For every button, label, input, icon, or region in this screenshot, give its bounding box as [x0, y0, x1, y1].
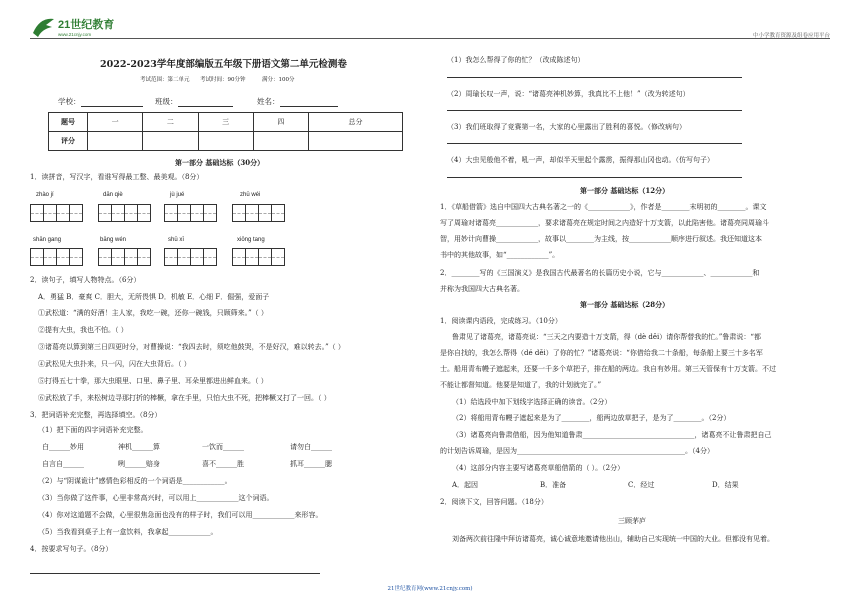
answer-line[interactable] [447, 143, 742, 144]
score-row-label: 评分 [49, 132, 88, 151]
passage-title: 三顾茅庐 [618, 517, 646, 525]
exam-full-score: 满分：100分 [262, 77, 295, 83]
idiom-blank: 白______妙用 [42, 443, 84, 451]
question-2-item: ⑥武松放了手，来松树边寻那打折的棒橛，拿在手里，只怕大虫不死，把棒橛又打了一回。（ ） [38, 394, 331, 402]
section-heading: 第一部分 基础达标（12分） [580, 186, 670, 195]
rewrite-item: （2）周瑜长叹一声，说：“诸葛亮神机妙算，我真比不上他！”（改为转述句） [447, 90, 690, 98]
writing-grid[interactable] [164, 248, 217, 266]
question-3: 3．把词语补充完整，再选择填空。（8分） [30, 411, 162, 419]
option-a[interactable]: A．起因 [452, 481, 479, 489]
rewrite-item: （3）我们班取得了竞赛第一名，大家的心里露出了胜利的喜悦。（修改病句） [447, 123, 686, 131]
question-2-item: ①武松道：“满的好酒！主人家，我吃一碗，还你一碗钱，只顾筛来。”（ ） [38, 309, 268, 317]
reading-question: （3）诸葛亮向鲁肃借船，因为他知道鲁肃________________________________，诸葛亮不让鲁肃把自己 [452, 431, 772, 439]
score-header-cell: 题号 [49, 113, 88, 132]
answer-line[interactable] [30, 573, 320, 574]
score-table [48, 112, 403, 151]
score-header-cell: 一 [88, 113, 143, 132]
pinyin-label: xiōng tang [237, 237, 265, 243]
fill-in-line: 2．________写的《三国演义》是我国古代最著名的长篇历史小说，它与____________、____________和 [440, 269, 760, 277]
writing-grid[interactable] [98, 248, 151, 266]
reading-question: （1）给选段中加下划线字选择正确的读音。（2分） [452, 398, 612, 406]
passage-line: 鲁肃见了诸葛亮，诸葛亮说：“三天之内要造十万支箭，得（dè děi）请你帮替我的忙。”鲁肃说：“都 [452, 333, 761, 341]
rewrite-item: （1）我怎么帮得了你的忙？（改成陈述句） [447, 56, 585, 64]
passage-line: 刘备两次前往隆中拜访诸葛亮，诚心诚意地邀请他出山，辅助自己实现统一中国的大业。但都没有见着。 [452, 535, 774, 543]
option-c[interactable]: C．经过 [628, 481, 655, 489]
writing-grid[interactable] [164, 204, 217, 222]
logo-subtext: www.21cnjy.com [58, 32, 92, 37]
reading-question: （4）这部分内容主要写诸葛亮草船借箭的（ ）。（2分） [452, 464, 625, 472]
footer-link[interactable]: 21世纪教育网(www.21cnjy.com) [387, 586, 473, 592]
idiom-blank: 抓耳______腮 [290, 460, 332, 468]
pinyin-label: shū xī [168, 237, 185, 243]
school-field[interactable] [58, 96, 143, 107]
score-cell[interactable] [198, 132, 253, 151]
idiom-blank: 请勿白______ [290, 443, 332, 451]
answer-line[interactable] [447, 110, 742, 111]
writing-grid[interactable] [30, 204, 83, 222]
writing-grid[interactable] [232, 248, 285, 266]
score-header-cell: 总分 [309, 113, 403, 132]
fill-in-line: 并称为我国四大古典名著。 [440, 285, 524, 293]
question-2-item: ②提有大虫，我也不怕。（ ） [38, 326, 128, 334]
question-2: 2．读句子，填写人物特点。（6分） [30, 276, 141, 284]
score-header-cell: 四 [253, 113, 308, 132]
header-rule [30, 38, 830, 39]
question-2-item: ④武松见大虫扑来，只一闪，闪在大虫背后。（ ） [38, 360, 191, 368]
score-header-cell: 三 [198, 113, 253, 132]
idiom-blank: 神机______算 [118, 443, 160, 451]
writing-grid[interactable] [30, 248, 83, 266]
section-heading: 第一部分 基础达标（30分） [175, 158, 265, 167]
score-table-row [49, 132, 403, 151]
platform-name: 中小学教育资源及组卷应用平台 [752, 33, 830, 39]
passage-line: 士。船用青布幔子遮起来，还要一千多个草把子，排在船的两边。我自有妙用。第三天管保有十万支箭。不过 [440, 365, 776, 373]
passage-line: 不能让都督知道。他要是知道了，我的计划就完了。” [440, 381, 602, 389]
question-1: 1．读拼音，写汉字，看谁写得最工整、最美观。（8分） [30, 173, 204, 181]
answer-line[interactable] [447, 77, 742, 78]
exam-title: 2022-2023学年度部编版五年级下册语文第二单元检测卷 [100, 59, 347, 70]
idiom-blank: 一饮而______ [202, 443, 244, 451]
question-reading-2: 2．阅读下文，回答问题。（18分） [440, 498, 548, 506]
passage-line: 是你自找的，我怎么帮得（dé děi）了你的忙？”诸葛亮说：“你借给我二十条船，每条船上要三十多名军 [440, 349, 763, 357]
score-table-header-row [49, 113, 403, 132]
question-reading-1: 1．阅读课内语段，完成练习。（10分） [440, 317, 562, 325]
question-2-options: A．勇猛 B．豪爽 C．胆大，无所畏惧 D．机敏 E．心细 F．倔强，爱面子 [38, 293, 270, 301]
pinyin-label: dān qiè [103, 192, 123, 198]
score-cell[interactable] [88, 132, 143, 151]
option-d[interactable]: D．结果 [712, 481, 739, 489]
answer-line[interactable] [447, 177, 742, 178]
score-cell[interactable] [143, 132, 198, 151]
idiom-blank: 自言自______ [42, 460, 84, 468]
pinyin-label: jù jué [170, 192, 185, 198]
question-3-sub: （4）你对这道题不会做，心里很焦急面也没有的样子时，我们可以用____________来形容。 [38, 511, 323, 519]
logo-21cnjy [30, 13, 140, 39]
school-label: 学校： [58, 97, 81, 106]
idiom-blank: 咧______赔身 [118, 460, 160, 468]
question-3-sub: （2）与“阴谋诡计”感情色彩相反的一个词语是____________。 [38, 477, 232, 485]
name-field[interactable] [257, 96, 338, 107]
class-field[interactable] [155, 96, 233, 107]
section-heading: 第一部分 基础达标（28分） [580, 300, 670, 309]
question-4: 4．按要求写句子。（8分） [30, 545, 113, 553]
writing-grid[interactable] [98, 204, 151, 222]
rewrite-item: （4）大虫见般他不着，吼一声，却似半天里起个露雳，振得那山冈也动。（仿写句子） [447, 156, 714, 164]
writing-grid[interactable] [232, 204, 285, 222]
score-cell[interactable] [309, 132, 403, 151]
logo-text: 21世纪教育 [58, 19, 115, 31]
reading-question: （2）将船用青布幔子遮起来是为了________，船两边放草把子，是为了________。（2分） [452, 414, 731, 422]
class-label: 班级： [155, 97, 178, 106]
question-3-sub: （1）把下面的四字词语补充完整。 [38, 426, 148, 434]
pinyin-label: shān gang [33, 237, 62, 243]
pinyin-label: zhū wéi [240, 192, 261, 198]
fill-in-line: 智，用妙计向曹操____________，故事以________为主线，按____________顺序进行叙述。我还知道这本 [440, 235, 762, 243]
idiom-blank: 喜不______胜 [202, 460, 244, 468]
fill-in-line: 写了周瑜对诸葛亮____________，要求诸葛亮在规定时间之内造好十万支箭，以此陷害他。诸葛亮同周瑜斗 [440, 219, 769, 227]
exam-scope: 考试范围：第二单元 [140, 77, 190, 83]
option-b[interactable]: B．准备 [540, 481, 567, 489]
score-header-cell: 二 [143, 113, 198, 132]
question-2-item: ③诸葛亮以算到第三日四更时分，对曹操说：“我四去时，须吃他鼓哭，不是好汉，难以转去。”（ ） [38, 343, 345, 351]
score-cell[interactable] [253, 132, 308, 151]
question-2-item: ⑤打得五七十拳，那大虫眼里、口里、鼻子里、耳朵里都进出鲜血来。（ ） [38, 377, 268, 385]
pinyin-label: bāng wén [100, 237, 127, 243]
pinyin-label: zhào jí [36, 192, 54, 198]
name-label: 姓名： [257, 97, 280, 106]
reading-question: 的计划告诉周瑜，是因为________________________________________________。（4分） [440, 447, 714, 455]
fill-in-line: 1．《草船借箭》选自中国四大古典名著之一的《____________》，作者是________末明初的________。课文 [440, 203, 767, 211]
question-3-sub: （5）当我看到桌子上有一盒饮料，我拿起____________。 [38, 528, 218, 536]
exam-time: 考试时间：90分钟 [200, 77, 246, 83]
fill-in-line: 书中的其他故事，如“____________”。 [440, 251, 560, 259]
question-3-sub: （3）当你做了这件事，心里非常高兴时，可以用上____________这个词语。 [38, 494, 274, 502]
